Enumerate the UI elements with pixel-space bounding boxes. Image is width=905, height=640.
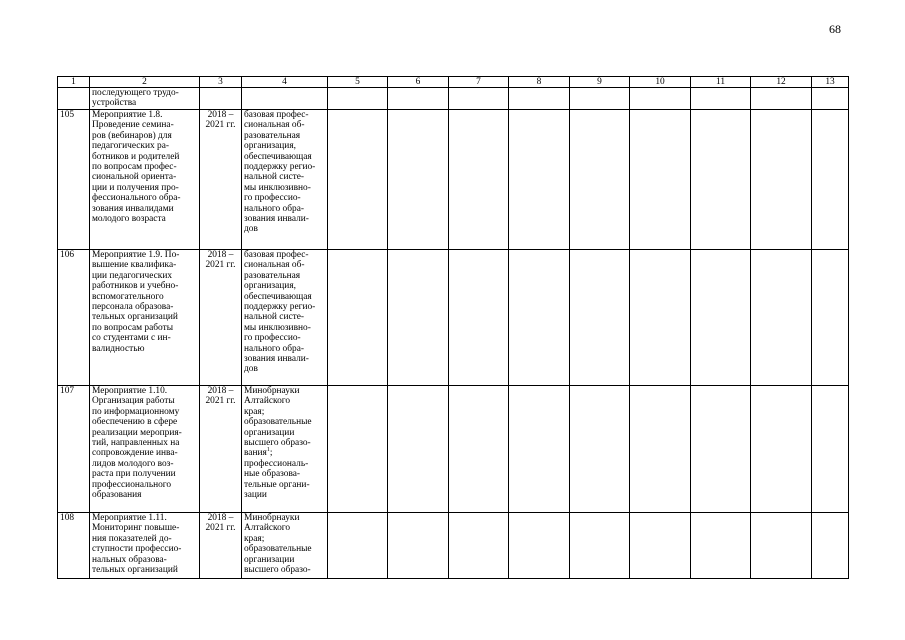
cell-col-6 <box>388 110 449 250</box>
cell-text-line: ные образова- <box>244 469 301 480</box>
cell-executor <box>242 110 328 250</box>
cell-text-line: нальной систе- <box>244 312 304 323</box>
cell-text-line: по информационному <box>92 406 180 417</box>
cell-period <box>200 110 242 250</box>
cell-text-line: 2021 гг. <box>205 396 236 407</box>
cell-text-line: устройства <box>92 98 137 109</box>
cell-col-7 <box>449 513 509 579</box>
cell-text-line: Мероприятие 1.11. <box>92 513 167 523</box>
column-header-3: 3 <box>200 77 242 88</box>
cell-col-7 <box>449 110 509 250</box>
cell-text-line: 2021 гг. <box>205 120 236 131</box>
cell-period <box>200 386 242 513</box>
cell-col-10 <box>630 386 691 513</box>
cell-text-line: высшего образо- <box>244 565 311 576</box>
cell-text-line: 2018 – <box>207 386 234 396</box>
cell-col-9 <box>570 513 630 579</box>
cell-col-9 <box>570 250 630 386</box>
cell-col-5 <box>328 386 388 513</box>
cell-text-line: образовательные <box>244 417 312 428</box>
cell-text-line: разовательная <box>244 130 301 141</box>
cell-text-line: организация, <box>244 281 296 292</box>
column-header-4: 4 <box>242 77 328 88</box>
cell-col-13 <box>812 250 849 386</box>
cell-col-6 <box>388 386 449 513</box>
cell-executor <box>242 386 328 513</box>
cell-text-line: лидов молодого воз- <box>92 458 174 469</box>
cell-num: 107 <box>58 386 90 513</box>
cell-text-line: зования инвали- <box>244 214 309 225</box>
column-header-12: 12 <box>751 77 812 88</box>
cell-period <box>200 513 242 579</box>
cell-col-13 <box>812 513 849 579</box>
cell-text-line: ступности профессио- <box>92 544 182 555</box>
table-row <box>58 386 849 513</box>
cell-num: 106 <box>58 250 90 386</box>
cell-text-line: сопровождение инва- <box>92 448 178 459</box>
cell-text-line: персонала образова- <box>92 302 174 313</box>
cell-text-line: края; <box>244 533 265 544</box>
cell-col-8 <box>509 386 570 513</box>
table-row <box>58 110 849 250</box>
cell-text-line: 2021 гг. <box>205 260 236 271</box>
cell-text-line: Мероприятие 1.10. <box>92 386 168 396</box>
cell-col-12 <box>751 250 812 386</box>
cell-text-line: тельных организаций <box>92 565 178 576</box>
cell-text-line: ния показателей до- <box>92 533 172 544</box>
cell-text-line: по вопросам профес- <box>92 162 177 173</box>
cell-text-line: мы инклюзивно- <box>244 182 311 193</box>
cell-text-line: тельные органи- <box>244 479 310 490</box>
cell-text-line: последующего трудо- <box>92 88 179 98</box>
cell-text-line: мы инклюзивно- <box>244 322 311 333</box>
cell-col-9 <box>570 386 630 513</box>
cell-event <box>90 250 200 386</box>
cell-text-line: ботников и родителей <box>92 151 180 162</box>
cell-col-11 <box>691 386 751 513</box>
table-header-row <box>58 77 849 88</box>
cell-text-line: реализации мероприя- <box>92 427 182 438</box>
cell-col-7 <box>449 386 509 513</box>
cell-col-11 <box>691 513 751 579</box>
cell-text-line: нального обра- <box>244 203 304 214</box>
cell-col-7 <box>449 250 509 386</box>
cell-text-line: 2021 гг. <box>205 523 236 534</box>
cell-text-line: зования инвали- <box>244 354 309 365</box>
cell-text-line: со студентами с ин- <box>92 333 171 344</box>
cell-text-line: края; <box>244 406 265 417</box>
cell-text-line: молодого возраста <box>92 214 166 225</box>
cell-col-13 <box>812 110 849 250</box>
cell-text-line: 2018 – <box>207 513 234 523</box>
cell-col-12 <box>751 386 812 513</box>
cell-text-line: Мониторинг повыше- <box>92 523 180 534</box>
cell-text-line: обеспечивающая <box>244 151 312 162</box>
column-header-6: 6 <box>388 77 449 88</box>
cell-executor <box>242 250 328 386</box>
column-header-13: 13 <box>812 77 849 88</box>
cell-period <box>200 250 242 386</box>
cell-event <box>90 110 200 250</box>
cell-text-line: нальной систе- <box>244 172 304 183</box>
cell-text-line: педагогических ра- <box>92 141 169 152</box>
cell-col-12 <box>751 513 812 579</box>
cell-text-line: сиональная об- <box>244 260 305 271</box>
cell-text-line: тий, направленных на <box>92 438 180 449</box>
cell-text-line: ции педагогических <box>92 270 173 281</box>
cell-text-line: Проведение семина- <box>92 120 174 131</box>
cell-text-line: сиональной ориента- <box>92 172 177 183</box>
cell-text-line: дов <box>244 224 258 235</box>
cell-text-line: обеспечению в сфере <box>92 417 178 428</box>
cell-text-line: вышение квалифика- <box>92 260 177 271</box>
cell-col-8 <box>509 513 570 579</box>
cell-text-line: 2018 – <box>207 250 234 260</box>
table-row <box>58 250 849 386</box>
cell-text-line: разовательная <box>244 270 301 281</box>
cell-event <box>90 513 200 579</box>
table-row <box>58 88 849 110</box>
cell-text-line: поддержку регио- <box>244 162 316 173</box>
cell-text-line: Алтайского <box>244 523 291 534</box>
cell-text-line: работников и учебно- <box>92 281 179 292</box>
cell-col-8 <box>509 110 570 250</box>
cell-event <box>90 88 200 110</box>
cell-text-line: ров (вебинаров) для <box>92 130 172 141</box>
cell-text-line: валидностью <box>92 343 145 354</box>
cell-text-line: дов <box>244 364 258 375</box>
column-header-5: 5 <box>328 77 388 88</box>
cell-col-5 <box>328 513 388 579</box>
column-header-10: 10 <box>630 77 691 88</box>
cell-text-line: сиональная об- <box>244 120 305 131</box>
table-row <box>58 513 849 579</box>
cell-text-line: обеспечивающая <box>244 291 312 302</box>
cell-text-line: профессионального <box>92 479 172 490</box>
cell-text-line: базовая профес- <box>244 250 309 260</box>
column-header-2: 2 <box>90 77 200 88</box>
cell-text-line: организация, <box>244 141 296 152</box>
column-header-9: 9 <box>570 77 630 88</box>
cell-text-line: вания$^1$; <box>244 447 273 459</box>
cell-col-6 <box>388 250 449 386</box>
cell-text-line: поддержку регио- <box>244 302 316 313</box>
cell-col-5 <box>328 110 388 250</box>
cell-col-9 <box>570 110 630 250</box>
column-header-7: 7 <box>449 77 509 88</box>
cell-text-line: высшего образо- <box>244 438 311 449</box>
cell-col-8 <box>509 250 570 386</box>
cell-text-line: нальных образова- <box>92 554 167 565</box>
cell-text-line: тельных организаций <box>92 312 178 323</box>
cell-text-line: Минобрнауки <box>244 513 300 523</box>
cell-text-line: вспомогательного <box>92 291 164 302</box>
cell-text-line: зования инвалидами <box>92 203 174 214</box>
cell-text-line: Минобрнауки <box>244 386 300 396</box>
cell-col-11 <box>691 250 751 386</box>
cell-text-line: образования <box>92 490 142 501</box>
cell-text-line: образовательные <box>244 544 312 555</box>
cell-text-line: зации <box>244 490 267 501</box>
cell-num <box>58 88 90 110</box>
cell-text-line: организации <box>244 427 295 438</box>
plan-table <box>57 76 849 579</box>
cell-text-line: нального обра- <box>244 343 304 354</box>
cell-text-line: Организация работы <box>92 396 175 407</box>
cell-text-line: профессиональ- <box>244 458 309 469</box>
cell-event <box>90 386 200 513</box>
cell-col-5 <box>328 250 388 386</box>
cell-num: 105 <box>58 110 90 250</box>
cell-text-line: базовая профес- <box>244 110 309 120</box>
column-header-11: 11 <box>691 77 751 88</box>
cell-text-line: по вопросам работы <box>92 322 174 333</box>
cell-col-12 <box>751 110 812 250</box>
cell-text-line: го профессио- <box>244 333 301 344</box>
cell-col-10 <box>630 513 691 579</box>
cell-col-13 <box>812 386 849 513</box>
cell-text-line: раста при получении <box>92 469 176 480</box>
cell-col-6 <box>388 513 449 579</box>
page-number: 68 <box>829 22 841 36</box>
cell-executor <box>242 513 328 579</box>
column-header-8: 8 <box>509 77 570 88</box>
cell-text-line: Мероприятие 1.8. <box>92 110 163 120</box>
cell-col-11 <box>691 110 751 250</box>
cell-text-line: фессионального обра- <box>92 193 181 204</box>
cell-text-line: го профессио- <box>244 193 301 204</box>
cell-text-line: Мероприятие 1.9. По- <box>92 250 180 260</box>
cell-num: 108 <box>58 513 90 579</box>
cell-text-line: Алтайского <box>244 396 291 407</box>
cell-col-10 <box>630 250 691 386</box>
cell-text-line: ции и получения про- <box>92 182 179 193</box>
cell-col-10 <box>630 110 691 250</box>
cell-text-line: 2018 – <box>207 110 234 120</box>
column-header-1: 1 <box>58 77 90 88</box>
cell-text-line: организации <box>244 554 295 565</box>
